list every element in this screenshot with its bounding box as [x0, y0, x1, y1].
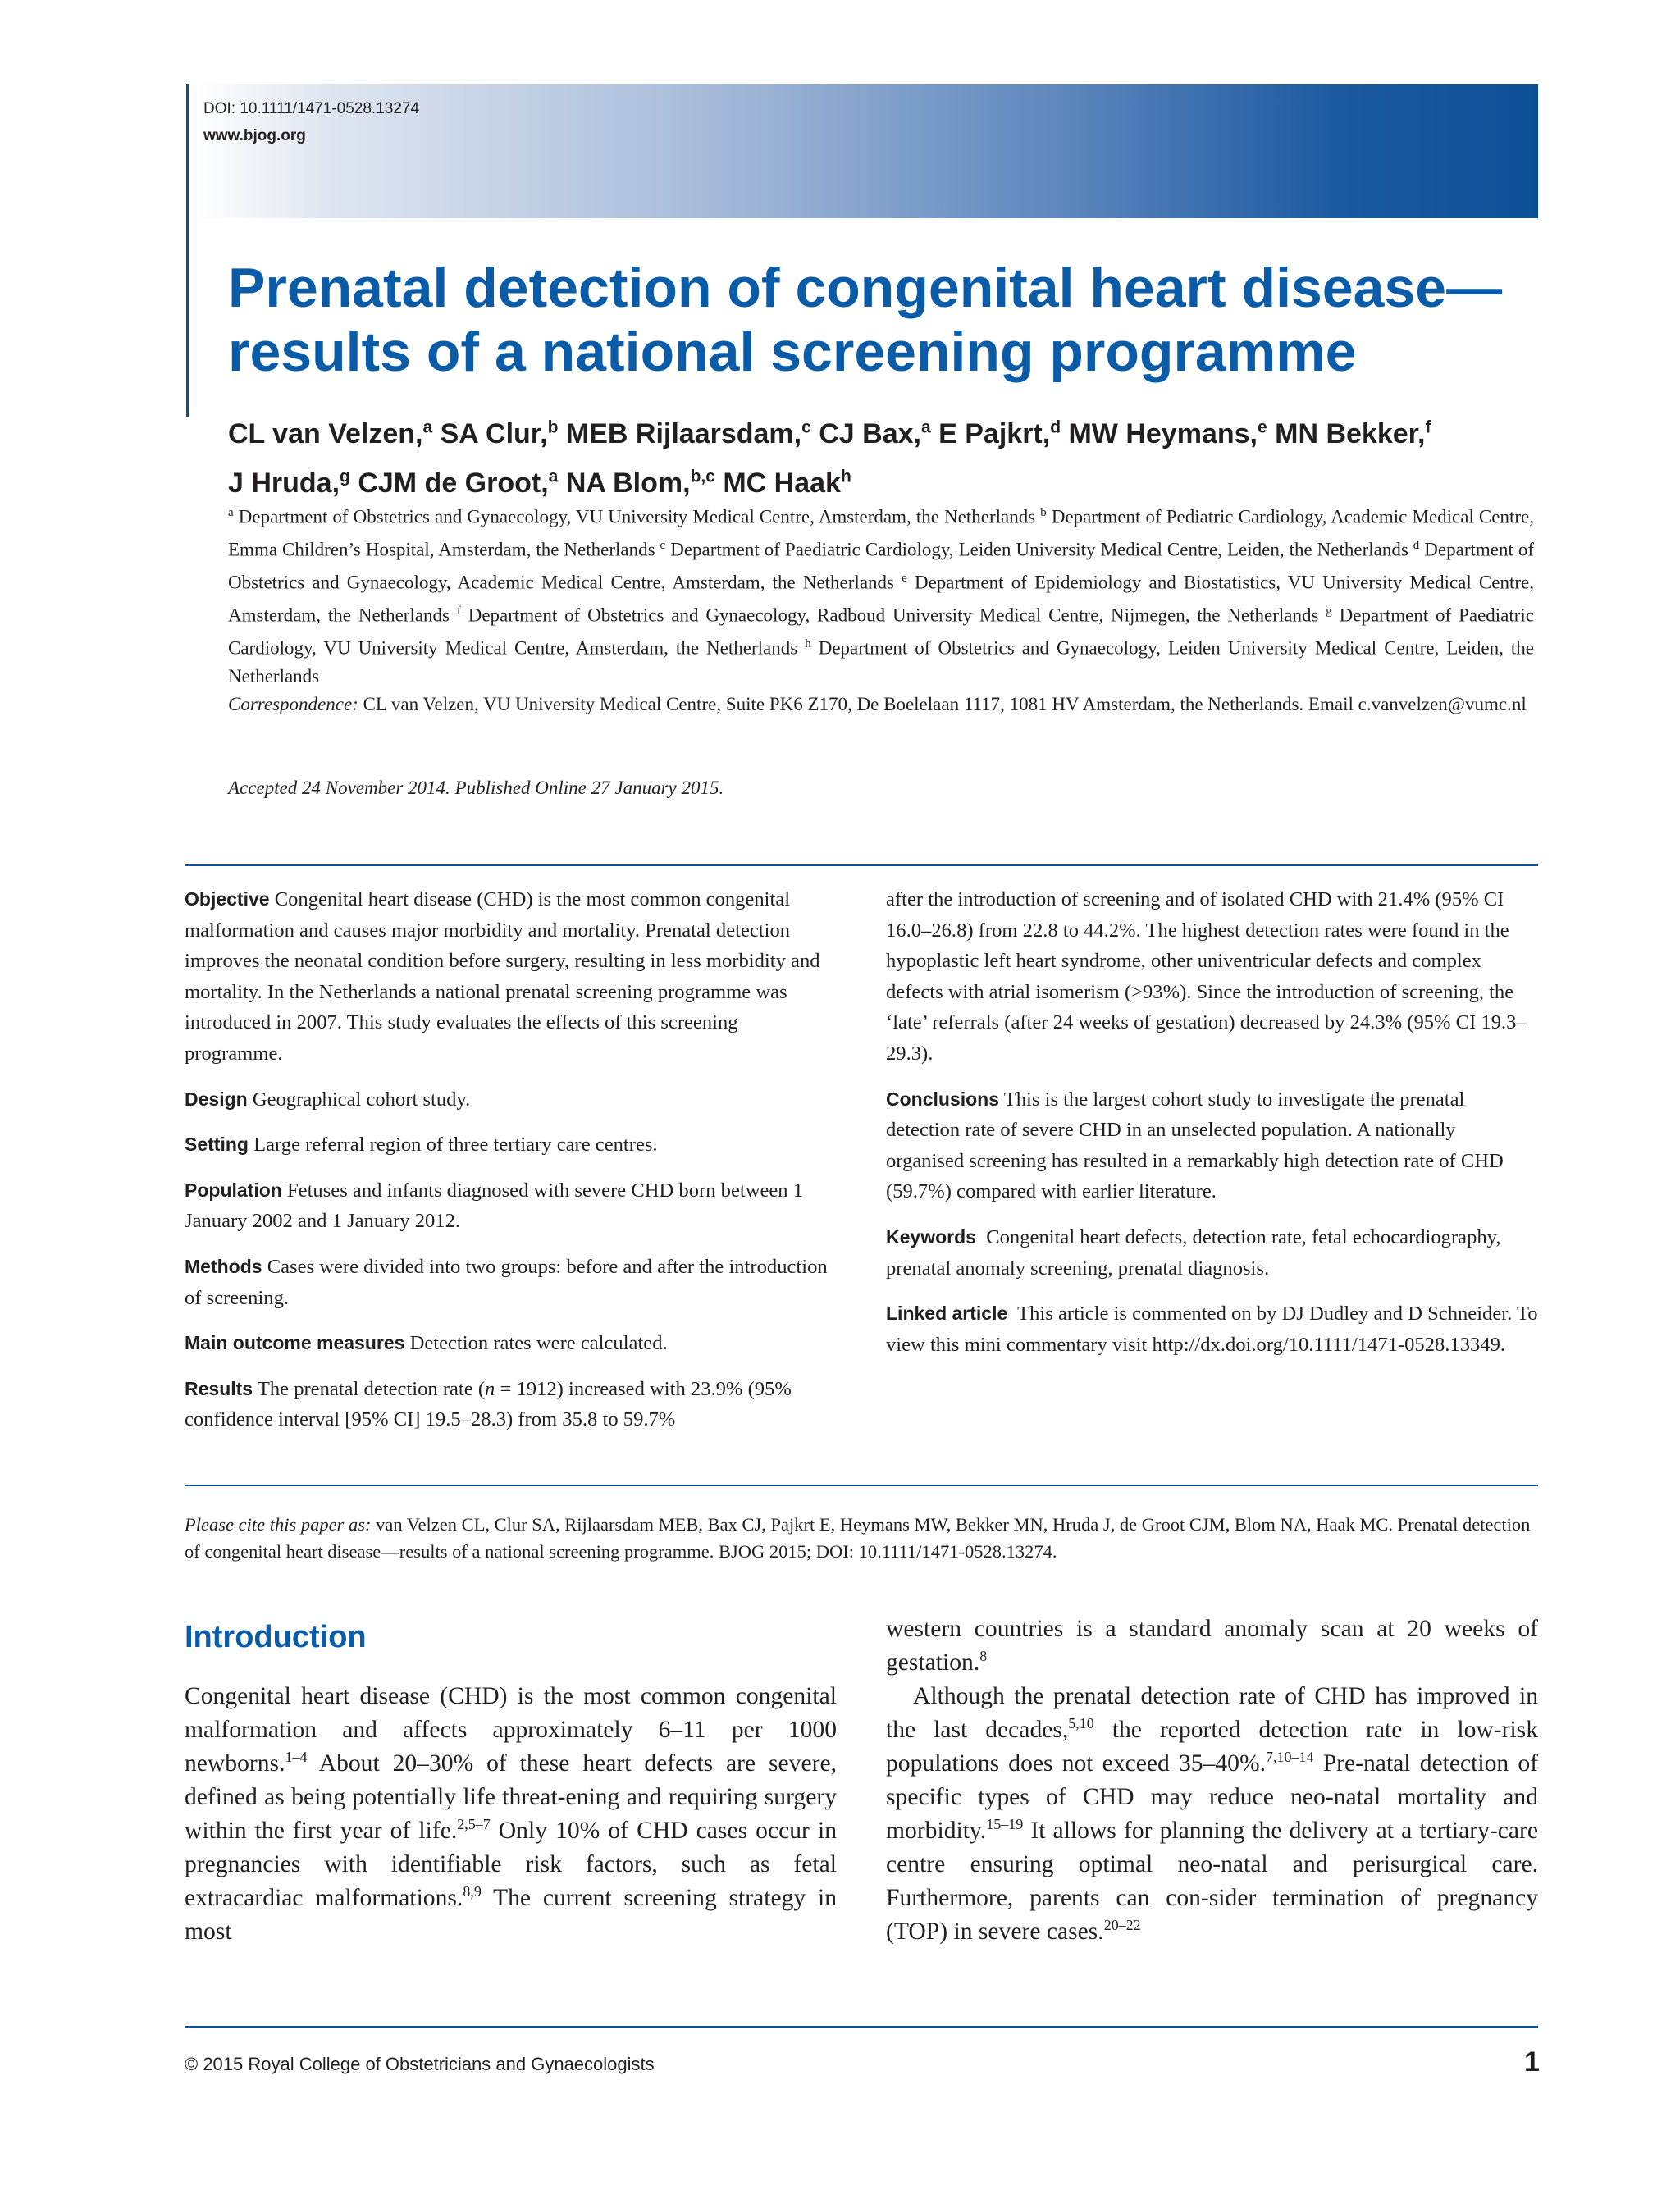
author: SA Clur,$^b$: [440, 418, 559, 450]
correspondence-text: CL van Velzen, VU University Medical Centre, Suite PK6 Z170, De Boelelaan 1117, 1081 HV Amsterdam, the Netherlands. Email c.vanvelzen@vumc.nl: [363, 694, 1527, 715]
author: CJ Bax,$^a$: [819, 418, 931, 450]
author-list: [228, 407, 1541, 504]
abstract-top-rule: [185, 864, 1538, 866]
introduction-paragraph-1: Congenital heart disease (CHD) is the most common congenital malformation and affects approximately 6–11 per 1000 newborns.$^{1-4}$ About 20–30% of these heart defects are severe, defined as being potentially life threat-ening and requiring surgery within the first year of life.$^{2,5-7}$ Only 10% of CHD cases occur in pregnancies with identifiable risk factors, such as fetal extracardiac malformations.$^{8,9}$ The current screening strategy in most: [185, 1683, 837, 1945]
abstract-linked-article[interactable]: Linked article This article is commented on by DJ Dudley and D Schneider. To view this mini commentary visit http://dx.doi.org/10.1111/1471-0528.13349.: [886, 1302, 1538, 1356]
author: J Hruda,$^g$: [228, 467, 350, 499]
article-title: [228, 256, 1541, 384]
abstract-conclusions: Conclusions This is the largest cohort study to investigate the prenatal detection rate of severe CHD in an unselected population. A nationally organised screening has resulted in a remarkably high detection rate of CHD (59.7%) compared with earlier literature.: [886, 1088, 1504, 1203]
author: E Pajkrt,$^d$: [938, 418, 1061, 450]
footer-rule: [185, 2026, 1538, 2028]
abstract-bottom-rule: [185, 1485, 1538, 1486]
introduction-paragraph-2: Although the prenatal detection rate of CHD has improved in the last decades,$^{5,10}$ the reported detection rate in low-risk populations does not exceed 35–40%.$^{7,10-14}$ Pre-natal detection of specific types of CHD may reduce neo-natal mortality and morbidity.$^{15-19}$ It allows for planning the delivery at a tertiary-care centre ensuring optimal neo-natal and perisurgical care. Furthermore, parents can con-sider termination of pregnancy (TOP) in severe cases.$^{20-22}$: [886, 1683, 1538, 1945]
title-line-2: results of a national screening programme: [228, 321, 1357, 383]
citation: [185, 1511, 1538, 1565]
author: MEB Rijlaarsdam,$^c$: [565, 418, 811, 450]
abstract-setting: Setting Large referral region of three tertiary care centres.: [185, 1134, 658, 1156]
abstract-results-continued: after the introduction of screening and of isolated CHD with 21.4% (95% CI 16.0–26.8) from 22.8 to 44.2%. The highest detection rates were found in the hypoplastic left heart syndrome, other univentricular defects and complex defects with atrial isomerism (>93%). Since the introduction of screening, the ‘late’ referrals (after 24 weeks of gestation) decreased by 24.3% (95% CI 19.3–29.3).: [886, 888, 1527, 1065]
citation-label: Please cite this paper as:: [185, 1514, 372, 1535]
author: CJM de Groot,$^a$: [358, 467, 559, 499]
citation-text: van Velzen CL, Clur SA, Rijlaarsdam MEB, Bax CJ, Pajkrt E, Heymans MW, Bekker MN, Hruda J, de Groot CJM, Blom NA, Haak MC. Prenatal detection of congenital heart disease—results of a national screening programme. BJOG 2015; DOI: 10.1111/1471-0528.13274.: [185, 1514, 1531, 1562]
author: NA Blom,$^{b,c}$: [565, 467, 715, 499]
introduction-heading: Introduction: [185, 1620, 367, 1654]
accepted-date: Accepted 24 November 2014. Published Online 27 January 2015.: [228, 778, 724, 798]
introduction-right-column: [886, 1613, 1538, 1949]
abstract-population: Population Fetuses and infants diagnosed with severe CHD born between 1 January 2002 and 1 January 2012.: [185, 1179, 804, 1233]
introduction-left-column: [185, 1680, 837, 1949]
author: MN Bekker,$^f$: [1275, 418, 1431, 450]
abstract-left-column: [185, 884, 837, 1450]
affiliations: $^a$ Department of Obstetrics and Gynaecology, VU University Medical Centre, Amsterdam, the Netherlands $^b$ Department of Pediatric Cardiology, Academic Medical Centre, Emma Children’s Hospital, Amsterdam, the Netherlands $^c$ Department of Paediatric Cardiology, Leiden University Medical Centre, Leiden, the Netherlands $^d$ Department of Obstetrics and Gynaecology, Academic Medical Centre, Amsterdam, the Netherlands $^e$ Department of Epidemiology and Biostatistics, VU University Medical Centre, Amsterdam, the Netherlands $^f$ Department of Obstetrics and Gynaecology, Radboud University Medical Centre, Nijmegen, the Netherlands $^g$ Department of Paediatric Cardiology, VU University Medical Centre, Amsterdam, the Netherlands $^h$ Department of Obstetrics and Gynaecology, Leiden University Medical Centre, Leiden, the Netherlands Correspondence: CL van Velzen, VU University Medical Centre, Suite PK6 Z170, De Boelelaan 1117, 1081 HV Amsterdam, the Netherlands. Email c.vanvelzen@vumc.nl: [228, 506, 1535, 715]
abstract-right-column: [886, 884, 1538, 1375]
copyright: © 2015 Royal College of Obstetricians and Gynaecologists: [185, 2054, 655, 2074]
abstract-objective: Objective Congenital heart disease (CHD) is the most common congenital malformation and causes major morbidity and mortality. Prenatal detection improves the neonatal condition before surgery, resulting in less morbidity and mortality. In the Netherlands a national prenatal screening programme was introduced in 2007. This study evaluates the effects of this screening programme.: [185, 888, 820, 1065]
abstract-design: Design Geographical cohort study.: [185, 1088, 471, 1111]
journal-website[interactable]: www.bjog.org: [203, 127, 306, 144]
abstract-keywords: Keywords Congenital heart defects, detection rate, fetal echocardiography, prenatal anomaly screening, prenatal diagnosis.: [886, 1225, 1501, 1280]
correspondence-label: Correspondence:: [228, 694, 358, 715]
abstract-outcome: Main outcome measures Detection rates were calculated.: [185, 1332, 668, 1355]
page-number: 1: [1524, 2046, 1540, 2078]
title-line-1: Prenatal detection of congenital heart disease—: [228, 257, 1503, 319]
introduction-paragraph-1-continued: western countries is a standard anomaly scan at 20 weeks of gestation.$^8$: [886, 1616, 1538, 1676]
abstract-methods: Methods Cases were divided into two groups: before and after the introduction of screening.: [185, 1255, 828, 1309]
author: CL van Velzen,$^a$: [228, 418, 433, 450]
author: MW Heymans,$^e$: [1068, 418, 1267, 450]
abstract-results: Results The prenatal detection rate (n = 1912) increased with 23.9% (95% confidence interval [95% CI] 19.5–28.3) from 35.8 to 59.7%: [185, 1377, 792, 1431]
doi: DOI: 10.1111/1471-0528.13274: [203, 100, 420, 117]
header-rule: [186, 84, 189, 417]
author: MC Haak$^h$: [723, 467, 851, 499]
